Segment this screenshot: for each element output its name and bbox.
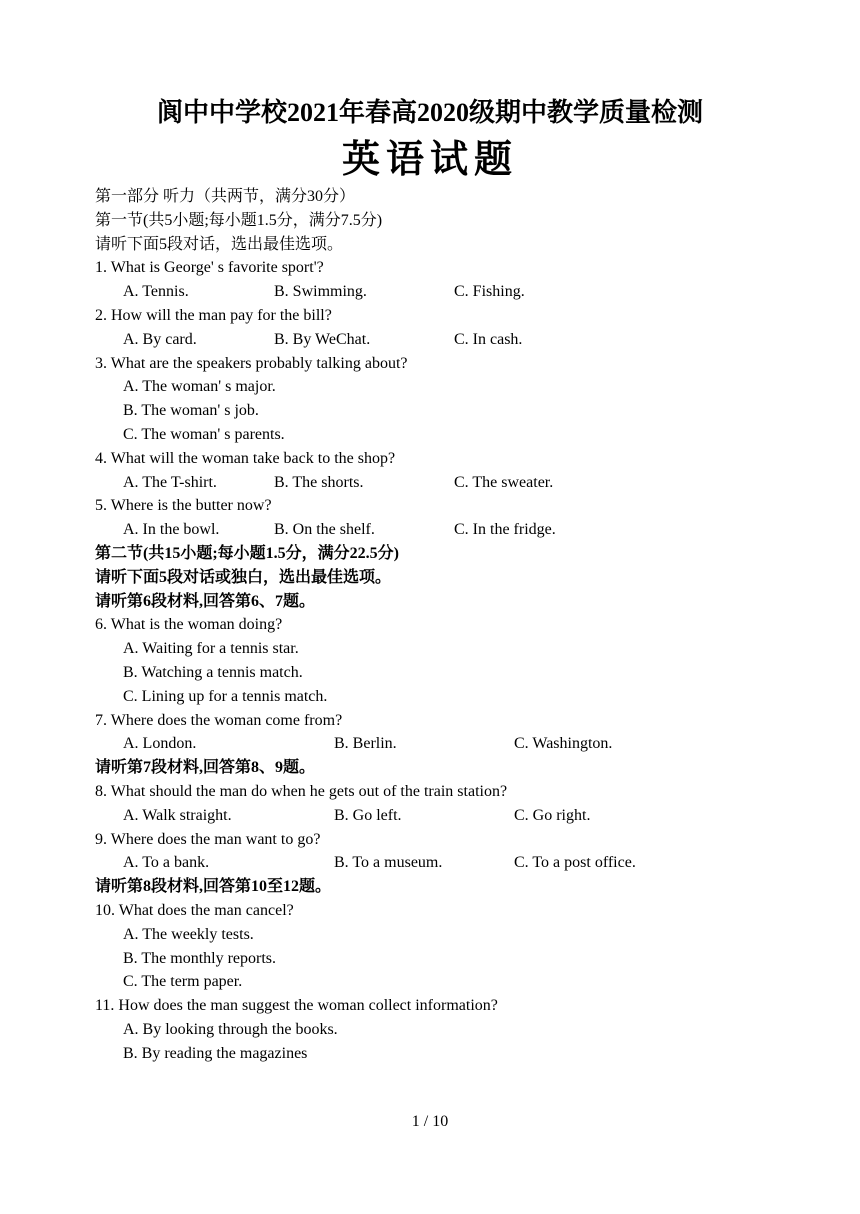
option: A. In the bowl. — [123, 521, 220, 539]
option: B. Watching a tennis match. — [123, 663, 303, 681]
question-stem: 3. What are the speakers probably talking about? — [95, 354, 408, 372]
option: C. In the fridge. — [454, 521, 556, 539]
option: C. Lining up for a tennis match. — [123, 687, 328, 705]
option: C. In cash. — [454, 330, 523, 348]
question-stem: 4. What will the woman take back to the shop? — [95, 449, 396, 467]
page-indicator: 1 / 10 — [411, 1113, 449, 1130]
section-instruction: 请听下面5段对话，选出最佳选项。 — [95, 235, 344, 253]
question-stem: 8. What should the man do when he gets out of the train station? — [95, 782, 508, 800]
option: A. The T-shirt. — [123, 473, 217, 491]
option: A. Waiting for a tennis star. — [123, 640, 299, 658]
material-heading: 请听第8段材料,回答第10至12题。 — [95, 878, 332, 896]
question-stem: 7. Where does the woman come from? — [95, 711, 343, 729]
option: C. The sweater. — [454, 473, 554, 491]
option: A. The woman' s major. — [123, 378, 276, 396]
option: C. Washington. — [514, 735, 613, 753]
question-stem: 2. How will the man pay for the bill? — [95, 306, 332, 324]
option: C. Fishing. — [454, 283, 525, 301]
option-row — [95, 804, 795, 828]
option-row — [95, 280, 795, 304]
option-row — [95, 518, 795, 542]
option-row — [95, 471, 795, 495]
option: B. On the shelf. — [274, 521, 375, 539]
section-instruction: 请听下面5段对话或独白，选出最佳选项。 — [95, 568, 392, 586]
option: A. By card. — [123, 330, 197, 348]
option: C. To a post office. — [514, 854, 636, 872]
option-row — [95, 732, 795, 756]
option: B. The shorts. — [274, 473, 364, 491]
material-heading: 请听第7段材料,回答第8、9题。 — [95, 759, 316, 777]
question-stem: 9. Where does the man want to go? — [95, 830, 321, 848]
option: B. Swimming. — [274, 283, 367, 301]
question-stem: 1. What is George' s favorite sport'? — [95, 259, 324, 277]
option: B. The monthly reports. — [123, 949, 277, 967]
option: B. By WeChat. — [274, 330, 371, 348]
option: A. Tennis. — [123, 283, 189, 301]
option: C. The woman' s parents. — [123, 425, 285, 443]
question-stem: 5. Where is the butter now? — [95, 497, 272, 515]
option: A. The weekly tests. — [123, 925, 254, 943]
option: A. London. — [123, 735, 197, 753]
question-stem: 6. What is the woman doing? — [95, 616, 283, 634]
section-heading: 第一节(共5小题;每小题1.5分，满分7.5分) — [95, 211, 383, 229]
option: A. To a bank. — [123, 854, 210, 872]
question-stem: 11. How does the man suggest the woman collect information? — [95, 997, 498, 1015]
question-stem: 10. What does the man cancel? — [95, 901, 294, 919]
option: B. Go left. — [334, 806, 402, 824]
subject-title: 英语试题 — [341, 139, 518, 181]
option: B. By reading the magazines — [123, 1044, 308, 1062]
option: B. Berlin. — [334, 735, 397, 753]
material-heading: 请听第6段材料,回答第6、7题。 — [95, 592, 316, 610]
option: B. To a museum. — [334, 854, 443, 872]
option: B. The woman' s job. — [123, 402, 259, 420]
option: A. Walk straight. — [123, 806, 232, 824]
exam-title: 阆中中学校2021年春高2020级期中教学质量检测 — [156, 98, 703, 127]
section-heading: 第二节(共15小题;每小题1.5分，满分22.5分) — [95, 544, 399, 562]
option-row — [95, 328, 795, 352]
option: C. Go right. — [514, 806, 591, 824]
option: C. The term paper. — [123, 973, 243, 991]
part-heading: 第一部分 听力（共两节，满分30分） — [95, 188, 356, 205]
option: A. By looking through the books. — [123, 1020, 338, 1038]
exam-content — [95, 185, 795, 1065]
option-row — [95, 851, 795, 875]
